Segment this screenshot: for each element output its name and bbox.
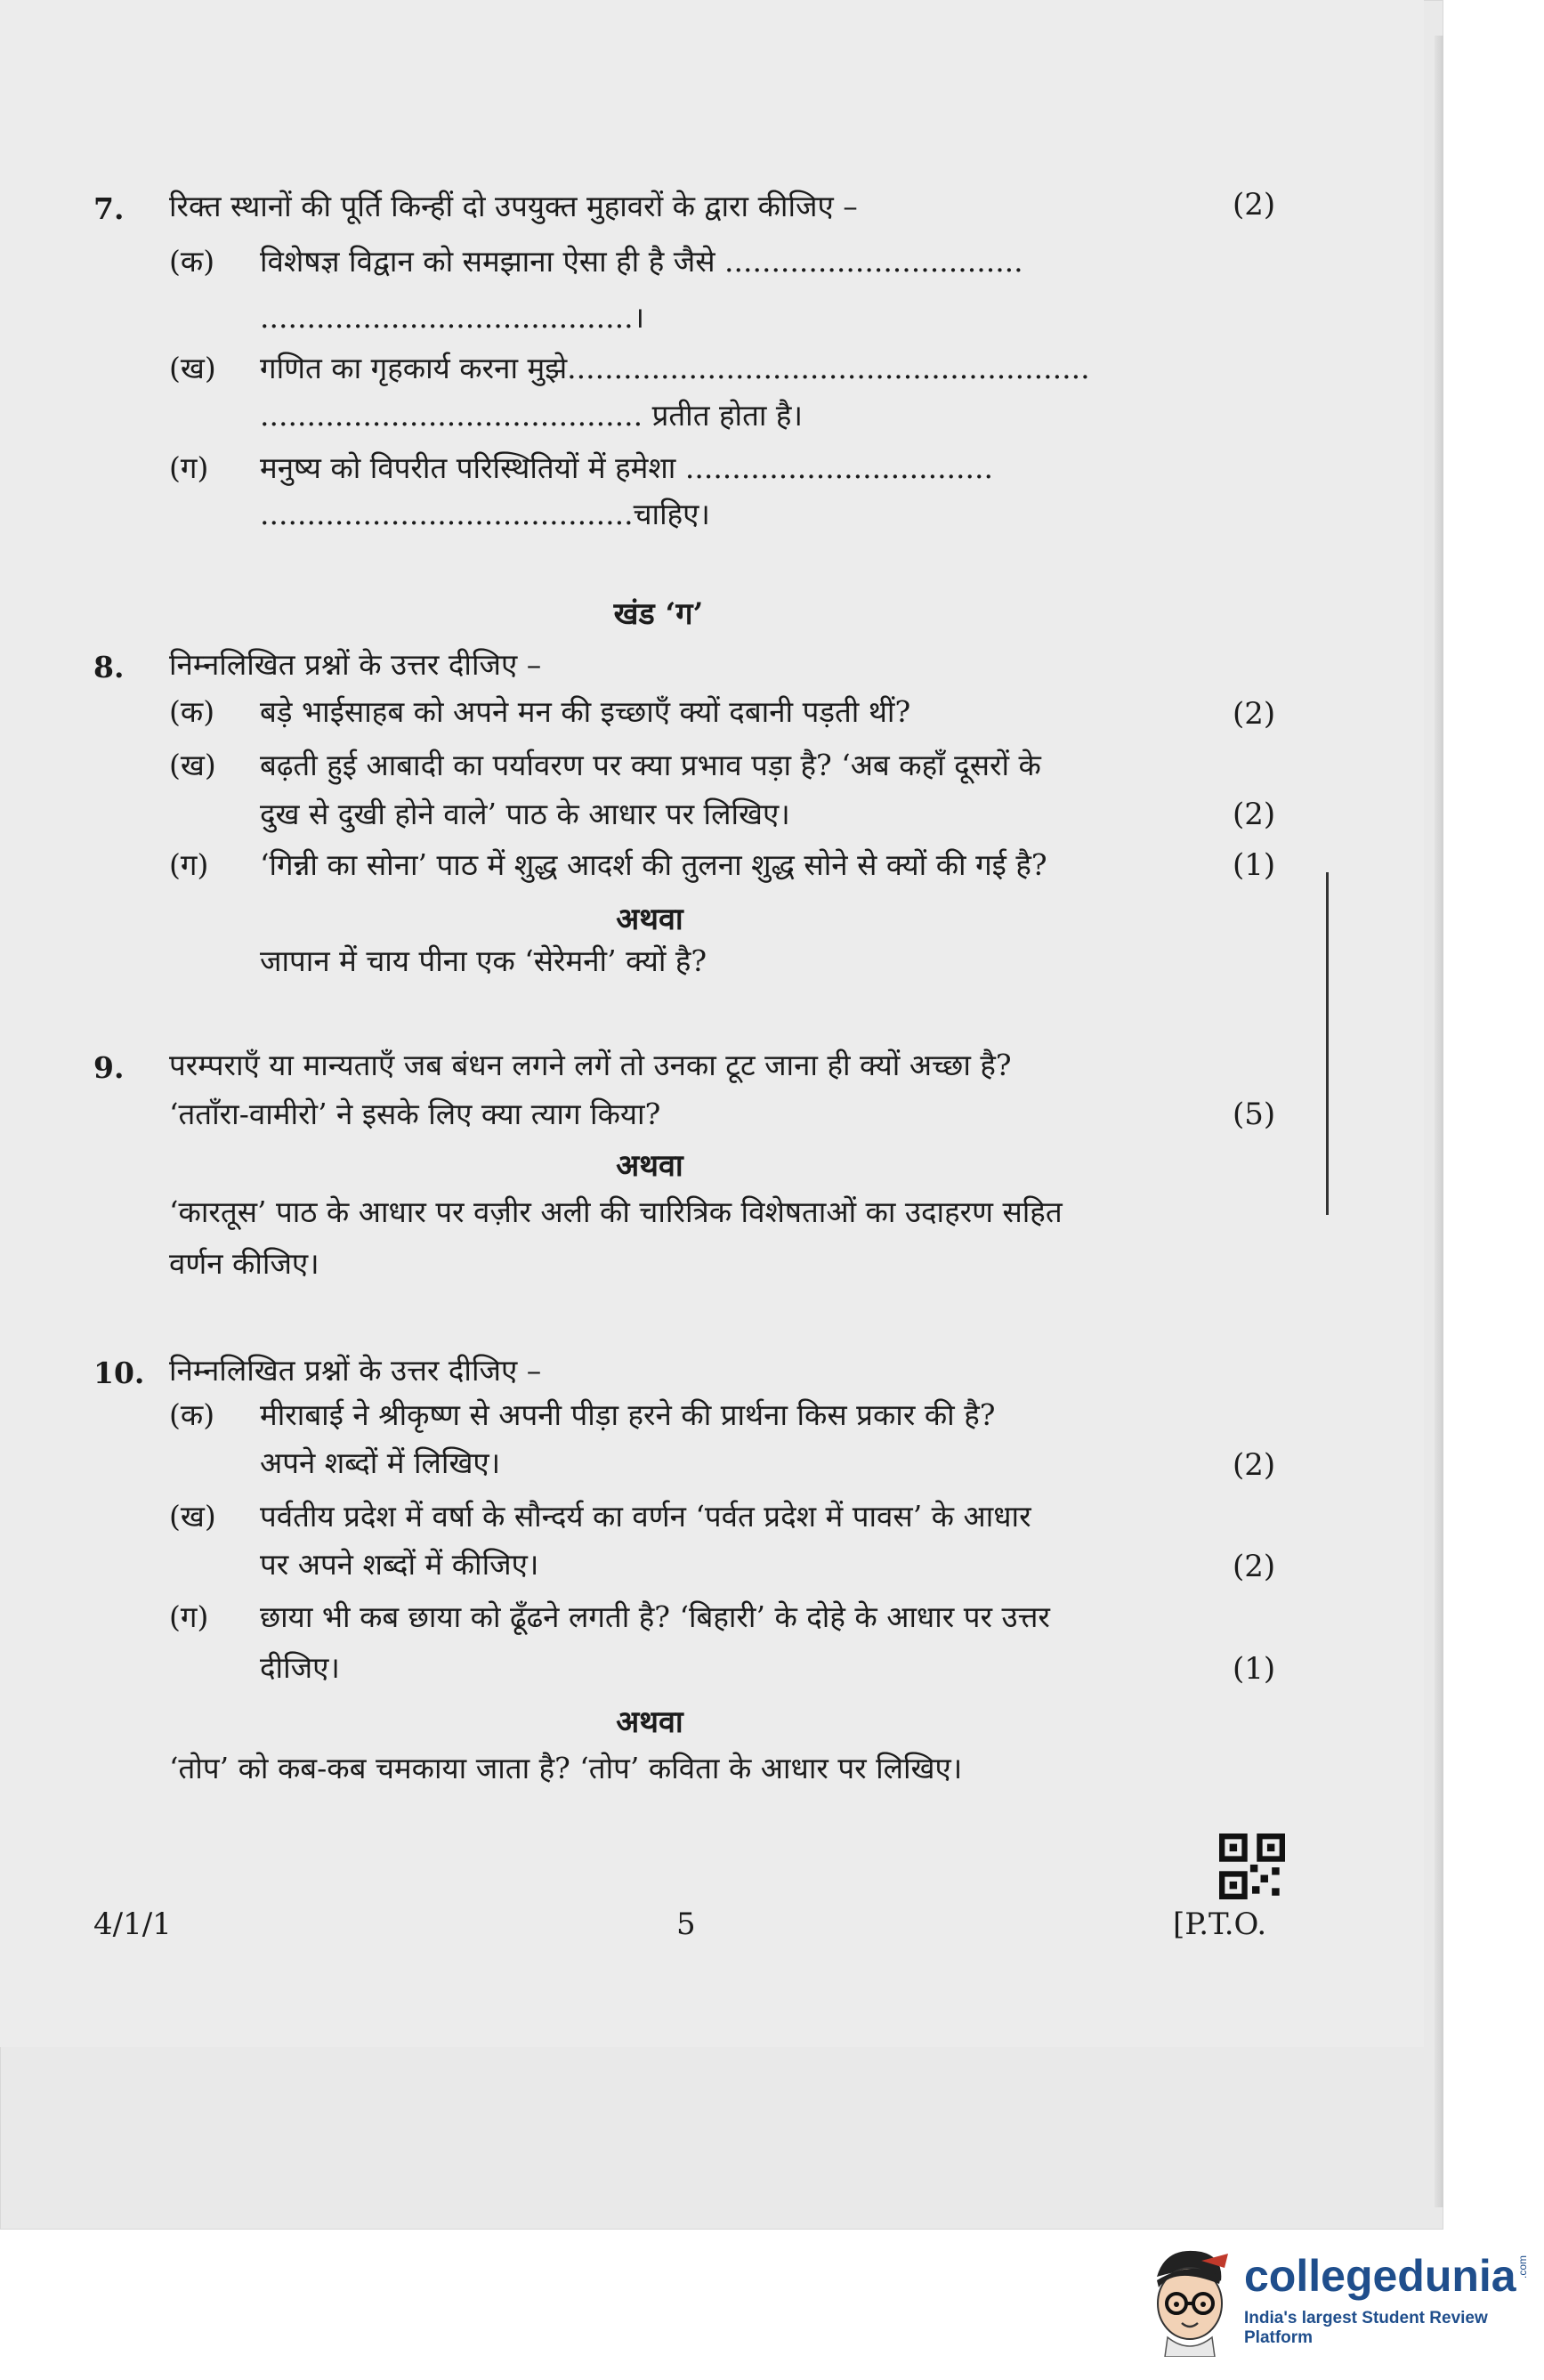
- q8-ka-marks: (2): [1233, 696, 1276, 732]
- q10-kha-line2: पर अपने शब्दों में कीजिए।: [260, 1547, 539, 1582]
- q9-marks: (5): [1233, 1097, 1276, 1132]
- q8-kha-label: (ख): [169, 748, 216, 782]
- q10-number: 10.: [93, 1356, 145, 1390]
- paper-code: 4/1/1: [93, 1906, 172, 1942]
- q7-kha-label: (ख): [169, 351, 216, 385]
- q9-number: 9.: [93, 1050, 125, 1085]
- q9-line2: ‘तताँरा-वामीरो’ ने इसके लिए क्या त्याग किया?: [169, 1097, 661, 1131]
- q10-kha-marks: (2): [1233, 1549, 1276, 1584]
- q10-ka-line2: अपने शब्दों में लिखिए।: [260, 1445, 501, 1480]
- margin-bar: [1326, 872, 1329, 1215]
- page-edge: [1435, 36, 1443, 2207]
- q10-ga-line1: छाया भी कब छाया को ढूँढने लगती है? ‘बिहारी’ के दोहे के आधार पर उत्तर: [260, 1599, 1050, 1634]
- q9-alt-line2: वर्णन कीजिए।: [169, 1246, 319, 1281]
- q10-text: निम्नलिखित प्रश्नों के उत्तर दीजिए –: [169, 1353, 542, 1388]
- q7-marks: (2): [1233, 187, 1276, 223]
- collegedunia-logo: [1139, 2234, 1531, 2368]
- q10-ka-line1: मीराबाई ने श्रीकृष्ण से अपनी पीड़ा हरने की प्रार्थना किस प्रकार की है?: [260, 1397, 996, 1432]
- q8-ka-label: (क): [169, 694, 215, 729]
- q7-number: 7.: [93, 191, 125, 226]
- q7-ga-line2: ........................................चाहिए।: [260, 497, 710, 531]
- q7-kha-line1: गणित का गृहकार्य करना मुझे........................................................: [260, 351, 1090, 385]
- q9-alt-line1: ‘कारतूस’ पाठ के आधार पर वज़ीर अली की चारित्रिक विशेषताओं का उदाहरण सहित: [169, 1194, 1063, 1229]
- q8-kha-line1: बढ़ती हुई आबादी का पर्यावरण पर क्या प्रभाव पड़ा है? ‘अब कहाँ दूसरों के: [260, 748, 1041, 782]
- q8-ga-text: ‘गिन्नी का सोना’ पाठ में शुद्ध आदर्श की तुलना शुद्ध सोने से क्यों की गई है?: [260, 847, 1047, 882]
- brand-tagline: India's largest Student Review Platform: [1244, 2309, 1488, 2347]
- q7-ka-line2: ........................................।: [260, 300, 645, 335]
- q8-alt-text: जापान में चाय पीना एक ‘सेरेमनी’ क्यों है?: [260, 943, 707, 978]
- q10-ka-marks: (2): [1233, 1447, 1276, 1483]
- q7-text: रिक्त स्थानों की पूर्ति किन्हीं दो उपयुक्त मुहावरों के द्वारा कीजिए –: [169, 189, 858, 223]
- pto-label: [P.T.O.: [1173, 1906, 1267, 1942]
- brand-suffix: .com: [1516, 2255, 1530, 2279]
- q10-alt-text: ‘तोप’ को कब-कब चमकाया जाता है? ‘तोप’ कविता के आधार पर लिखिए।: [169, 1751, 963, 1785]
- q8-kha-line2: दुख से दुखी होने वाले’ पाठ के आधार पर लिखिए।: [260, 797, 790, 831]
- q10-athva: अथवा: [616, 1704, 683, 1740]
- q10-kha-label: (ख): [169, 1499, 216, 1534]
- q10-ga-marks: (1): [1233, 1651, 1276, 1687]
- q7-ga-label: (ग): [169, 450, 209, 485]
- q8-ga-marks: (1): [1233, 847, 1276, 883]
- q9-athva: अथवा: [616, 1148, 683, 1184]
- q8-ga-label: (ग): [169, 847, 209, 882]
- page-number: 5: [676, 1906, 696, 1942]
- q8-athva: अथवा: [616, 902, 683, 937]
- qr-code-icon: [1219, 1834, 1285, 1899]
- q7-ga-line1: मनुष्य को विपरीत परिस्थितियों में हमेशा .................................: [260, 450, 994, 485]
- q7-ka-label: (क): [169, 244, 215, 279]
- q9-line1: परम्पराएँ या मान्यताएँ जब बंधन लगने लगें तो उनका टूट जाना ही क्यों अच्छा है?: [169, 1048, 1012, 1082]
- q8-kha-marks: (2): [1233, 797, 1276, 832]
- q10-ga-label: (ग): [169, 1599, 209, 1634]
- section-heading: खंड ‘ग’: [613, 596, 704, 632]
- q8-text: निम्नलिखित प्रश्नों के उत्तर दीजिए –: [169, 647, 542, 682]
- mascot-icon: [1139, 2241, 1237, 2357]
- q8-number: 8.: [93, 650, 125, 684]
- brand-name: collegedunia: [1244, 2251, 1516, 2301]
- q10-ka-label: (क): [169, 1397, 215, 1432]
- q7-kha-line2: ......................................... प्रतीत होता है।: [260, 398, 803, 433]
- q7-ka-line1: विशेषज्ञ विद्वान को समझाना ऐसा ही है जैसे ................................: [260, 244, 1023, 279]
- q8-ka-text: बड़े भाईसाहब को अपने मन की इच्छाएँ क्यों दबानी पड़ती थीं?: [260, 694, 911, 729]
- q10-kha-line1: पर्वतीय प्रदेश में वर्षा के सौन्दर्य का वर्णन ‘पर्वत प्रदेश में पावस’ के आधार: [260, 1499, 1031, 1534]
- q10-ga-line2: दीजिए।: [260, 1650, 340, 1685]
